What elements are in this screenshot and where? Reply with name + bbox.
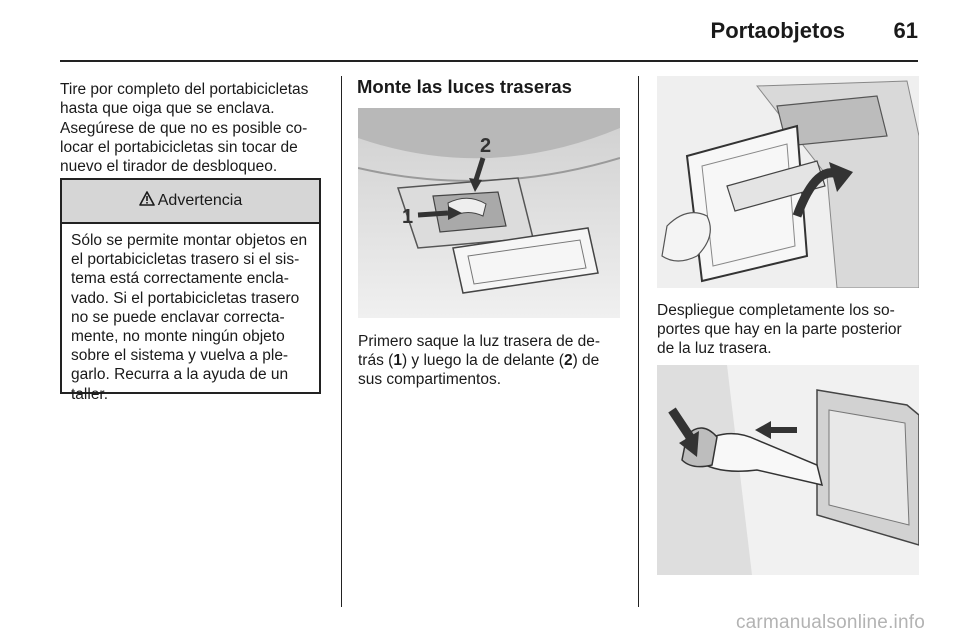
- warning-header: [62, 180, 319, 224]
- warning-title: Advertencia: [157, 192, 243, 209]
- page-number: 61: [893, 18, 918, 43]
- column-divider-right: [638, 76, 639, 607]
- section-title: Monte las luces traseras: [357, 76, 572, 97]
- caption-unfold-supports: Despliegue completamente los so-portes que hay en la parte posterior de la luz trasera.: [657, 302, 902, 357]
- callout-2: 2: [480, 135, 492, 157]
- figure-rear-lights-removal: [358, 108, 620, 318]
- paragraph-check-lock: Asegúrese de que no es posible co-locar el portabicicletas sin tocar de nuevo el tirador de desbloqueo.: [60, 120, 308, 175]
- warning-triangle-icon: [139, 191, 155, 211]
- caption-remove-lights: Primero saque la luz trasera de de-trás (1) y luego la de delante (2) de sus compartimentos.: [358, 333, 601, 388]
- header-rule: [60, 60, 918, 62]
- warning-text: Sólo se permite montar objetos en el portabicicletas trasero si el sis-tema está correctamente encla-vado. Si el portabicicletas trasero no se puede enclavar correcta-mente, no monte ningún objeto sobre el sistema y vuelva a ple-garlo. Recurra a la ayuda de un taller.: [71, 232, 308, 403]
- callout-1: 1: [402, 206, 414, 228]
- figure-unfold-supports: [657, 76, 919, 288]
- page-header-title: Portaobjetos: [710, 18, 845, 43]
- paragraph-pull-carrier: Tire por completo del portabicicletas hasta que oiga que se enclava.: [60, 81, 309, 117]
- warning-box: [60, 178, 321, 403]
- footer-watermark: carmanualsonline.info: [735, 612, 925, 633]
- column-divider-left: [341, 76, 342, 607]
- figure-support-detail: [657, 365, 919, 575]
